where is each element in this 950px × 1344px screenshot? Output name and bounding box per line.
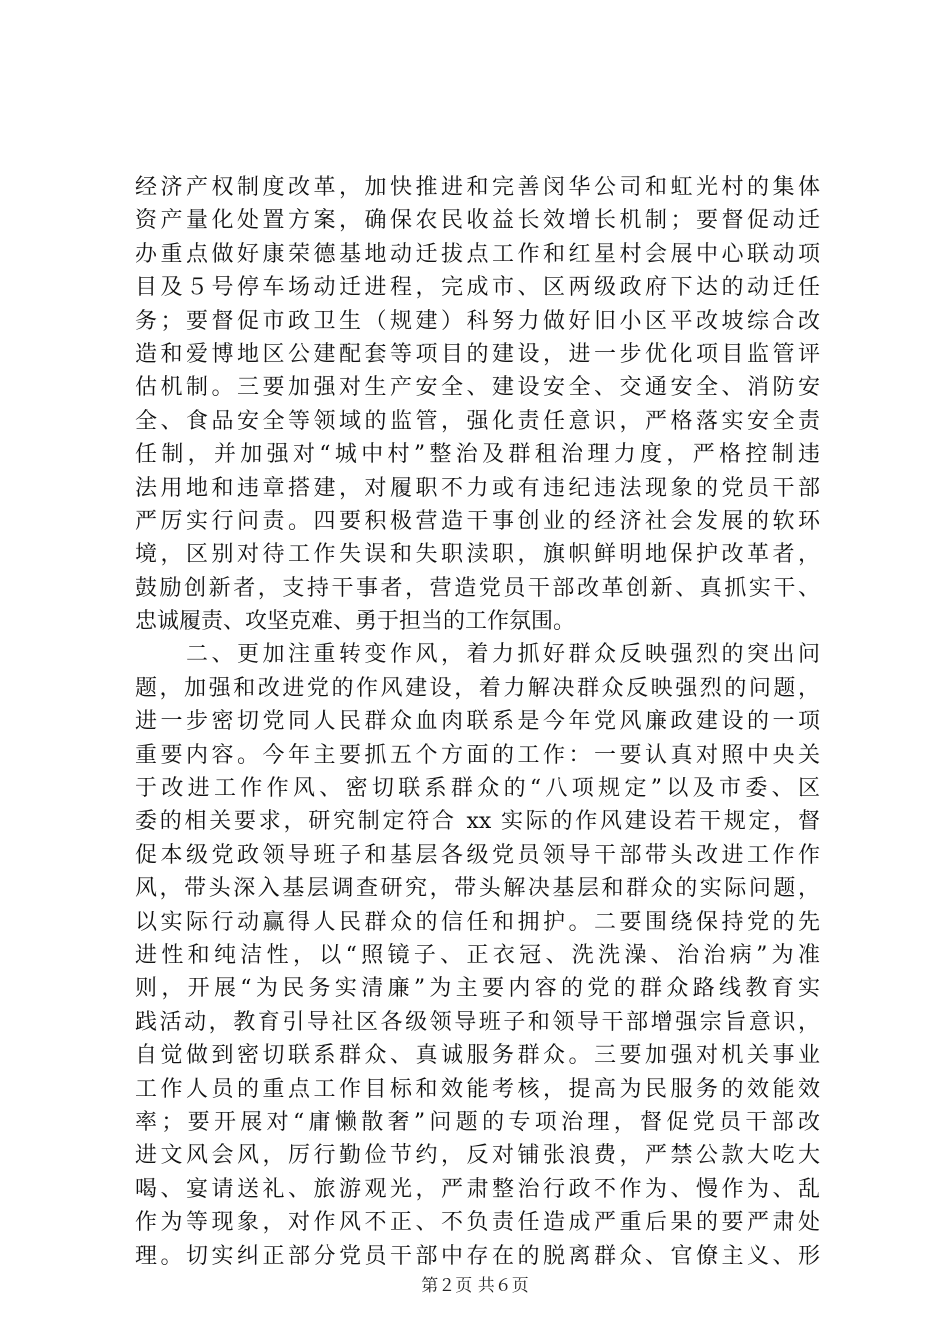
text-line: 促本级党政领导班子和基层各级党员领导干部带头改进工作作	[135, 842, 820, 868]
text-line: 于改进工作作风、密切联系群众的“八项规定”以及市委、区	[135, 776, 820, 802]
text-line: 重要内容。今年主要抓五个方面的工作：一要认真对照中央关	[135, 742, 820, 768]
text-line: 全、食品安全等领域的监管，强化责任意识，严格落实安全责	[135, 408, 820, 434]
text-line: 进文风会风，厉行勤俭节约，反对铺张浪费，严禁公款大吃大	[135, 1143, 820, 1169]
text-line: 自觉做到密切联系群众、真诚服务群众。三要加强对机关事业	[135, 1043, 820, 1069]
text-line: 则，开展“为民务实清廉”为主要内容的党的群众路线教育实	[135, 976, 820, 1002]
text-line: 题，加强和改进党的作风建设，着力解决群众反映强烈的问题，	[135, 675, 820, 701]
text-line: 工作人员的重点工作目标和效能考核，提高为民服务的效能效	[135, 1076, 820, 1102]
text-line: 经济产权制度改革，加快推进和完善闵华公司和虹光村的集体	[135, 175, 820, 200]
text-line: 风，带头深入基层调查研究，带头解决基层和群众的实际问题，	[135, 876, 820, 902]
text-line: 率；要开展对“庸懒散奢”问题的专项治理，督促党员干部改	[135, 1109, 820, 1135]
text-line: 办重点做好康荣德基地动迁拔点工作和红星村会展中心联动项	[135, 241, 820, 267]
text-line: 委的相关要求，研究制定符合 xx 实际的作风建设若干规定，督	[135, 809, 820, 835]
section-heading-line: 二、更加注重转变作风，着力抓好群众反映强烈的突出问	[135, 642, 820, 668]
text-line: 务；要督促市政卫生（规建）科努力做好旧小区平改坡综合改	[135, 308, 820, 334]
text-line: 造和爱博地区公建配套等项目的建设，进一步优化项目监管评	[135, 341, 820, 367]
text-line: 喝、宴请送礼、旅游观光，严肃整治行政不作为、慢作为、乱	[135, 1176, 820, 1202]
text-line: 理。切实纠正部分党员干部中存在的脱离群众、官僚主义、形	[135, 1243, 820, 1269]
text-line: 作为等现象，对作风不正、不负责任造成严重后果的要严肃处	[135, 1210, 820, 1236]
text-line: 进一步密切党同人民群众血肉联系是今年党风廉政建设的一项	[135, 709, 820, 735]
text-line: 以实际行动赢得人民群众的信任和拥护。二要围绕保持党的先	[135, 909, 820, 935]
body-text	[135, 171, 820, 1273]
paragraph-end-line: 忠诚履责、攻坚克难、勇于担当的工作氛围。	[135, 609, 576, 635]
text-line: 鼓励创新者，支持干事者，营造党员干部改革创新、真抓实干、	[135, 575, 820, 601]
text-line: 估机制。三要加强对生产安全、建设安全、交通安全、消防安	[135, 375, 820, 401]
text-line: 资产量化处置方案，确保农民收益长效增长机制；要督促动迁	[135, 208, 820, 234]
text-line: 法用地和违章搭建，对履职不力或有违纪违法现象的党员干部	[135, 475, 820, 501]
text-line: 严厉实行问责。四要积极营造干事创业的经济社会发展的软环	[135, 508, 820, 534]
text-line: 践活动，教育引导社区各级领导班子和领导干部增强宗旨意识，	[135, 1009, 820, 1035]
text-line: 境，区别对待工作失误和失职渎职，旗帜鲜明地保护改革者，	[135, 542, 820, 568]
page-number-footer: 第２页 共６页	[421, 1276, 529, 1296]
text-line: 任制，并加强对“城中村”整治及群租治理力度，严格控制违	[135, 442, 820, 468]
text-line: 目及５号停车场动迁进程，完成市、区两级政府下达的动迁任	[135, 275, 820, 301]
text-line: 进性和纯洁性，以“照镜子、正衣冠、洗洗澡、治治病”为准	[135, 942, 820, 968]
